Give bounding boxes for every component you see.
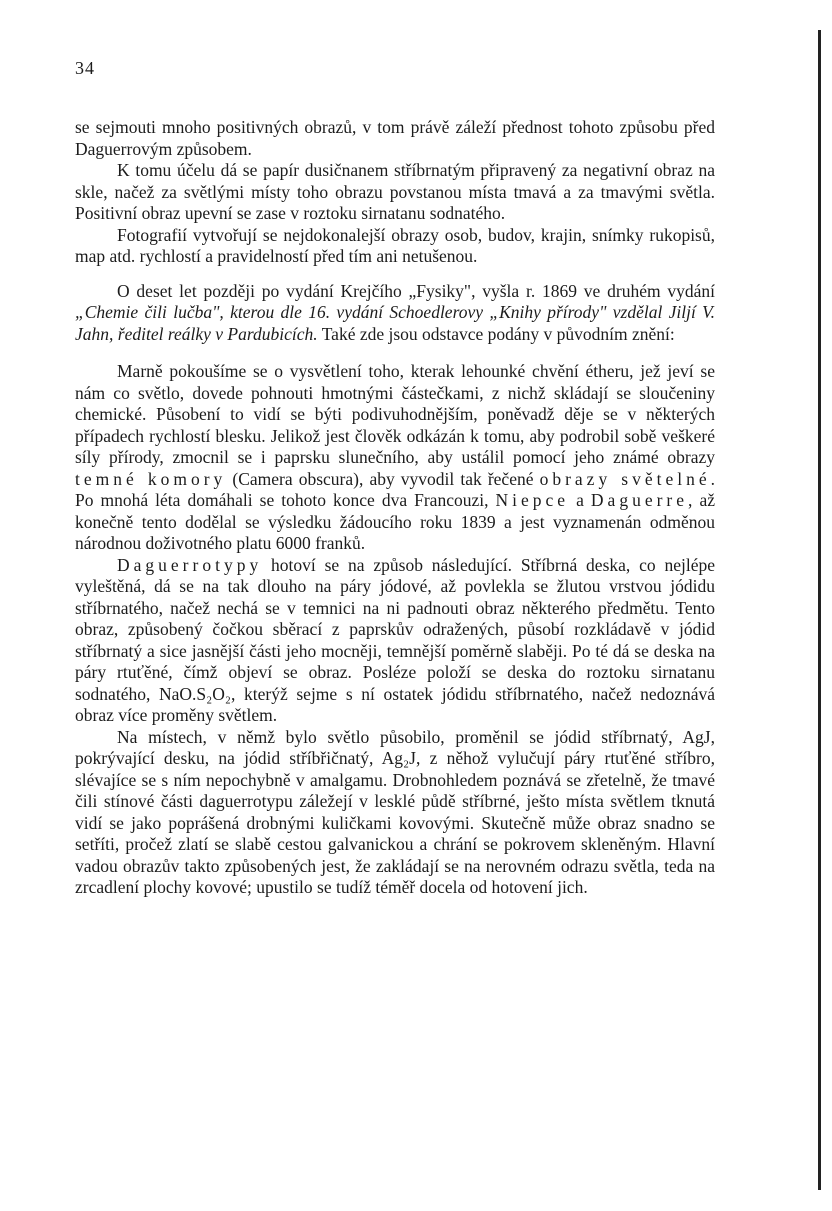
- quote-text: , až konečně tento dodělal se výsledku žádoucího roku 1839 a jest vyznamenán odměnou národnou doživotného platu 6000 franků.: [75, 490, 715, 553]
- spaced-name-daguerre: Daguerre: [590, 490, 689, 510]
- intro-tail: Také zde jsou odstavce podány v původním znění:: [317, 323, 675, 344]
- chemical-formula: AgJ: [682, 726, 711, 747]
- quote-text: a: [569, 490, 591, 510]
- spaced-name-niepce: Niepce: [495, 490, 570, 510]
- paragraph-continuation: se sejmouti mnoho positivných obrazů, v tom právě záleží přednost tohoto způsobu před Daguerrovým způsobem.: [75, 117, 715, 159]
- paragraph-negative-print: K tomu účelu dá se papír dusičnanem stříbrnatým připravený za negativní obraz na skle, načež za světlými místy toho obrazu povstanou místa tmavá a za tmavými světla. Positivní obraz upevní se zase v roztoku sirnatanu sodnatého.: [75, 160, 715, 223]
- quote-text: , z něhož vylučují páry rtuťěné stříbro, slévajíce se s ním nepochybně v amalgamu. Drobnohledem poznává se zřetelně, že tmavé čili stínové části daguerrotypu záležejí v lesklé půdě stříbrné, ješto místa světlem tknutá vidí se jako poprášená drobnými kuličkami kovovými. Skutečně může obraz snadno se setříti, pročež zlatí se slabě cestou galvanickou a chrání se pokrovem skleněným. Hlavní vadou obrazův takto způsobených jest, že zakládají se na nerovném odrazu světla, teda na zrcadlení plochy kovové; upustilo se tudíž téměř docela od hotovení jich.: [75, 748, 715, 897]
- quote-text: hotoví se na způsob následující. Stříbrná deska, co nejlépe vyleštěná, dá se na tak dlouho na páry jódové, až povlekla se žlutou vrstvou jódidu stříbrnatého, načež nechá se v temnici na ni padnouti obraz některého předmětu. Tento obraz, způsobený čočkou sběrací z paprskův odražených, působí rozkládavě v jódid stříbrnatý a sice jasnější části jeho mocněji, temnější poměrně slaběji. Po té dá se deska na páry rtuťěné, čímž objeví se obraz. Posléze položí se deska do roztoku sirnatanu sodnatého,: [75, 554, 715, 704]
- quote-paragraph-2: [75, 555, 715, 727]
- quote-paragraph-1: [75, 361, 715, 555]
- quote-text: Marně pokoušíme se o vysvětlení toho, kterak lehounké chvění étheru, jež jeví se nám co světlo, dovede pohnouti hmotnými částečkami, z nichž skládají se sloučeniny chemické. Působení to vidí se býti podivuhodnějším, poněvadž děje se v některých případech rychlostí blesku. Jelikož jest člověk odkázán k tomu, aby podrobil sobě veškeré síly přírody, zmocnil se i paprsku slunečního, aby ustálil pomocí jeho známé obrazy: [75, 361, 715, 467]
- quote-text: (Camera obscura), aby vyvodil tak řečené: [226, 468, 540, 489]
- quote-text: . Po mnohá léta domáhali se tohoto konce dva Francouzi,: [75, 468, 715, 510]
- spaced-term-daguerrotypy: Daguerrotypy: [117, 554, 263, 575]
- spaced-term-temne-komory: temné komory: [75, 468, 227, 489]
- page-body: [75, 117, 715, 899]
- paragraph-photography: Fotografií vytvořují se nejdokonalejší obrazy osob, budov, krajin, snímky rukopisů, map atd. rychlostí a pravidelností před tím ani netušenou.: [75, 224, 715, 266]
- paragraph-intro: [75, 281, 715, 346]
- intro-title: „Chemie čili lučba", kterou dle 16. vydání Schoedlerovy „Knihy přírody" vzdělal Jiljí V. Jahn, ředitel reálky v Pardubicích.: [75, 302, 715, 344]
- chemical-formula: NaO.S₂O₂: [158, 683, 231, 704]
- chemical-formula: Ag₂J: [381, 748, 416, 768]
- quote-text: , pokrývající desku, na jódid stříbřičnatý,: [75, 726, 715, 768]
- intro-lead: O deset let později po vydání Krejčího „Fysiky", vyšla r. 1869 ve druhém vydání: [117, 280, 715, 301]
- quote-text: , kterýž sejme s ní ostatek jódidu stříbrnatého, načež nedoznává obraz více proměny světlem.: [75, 683, 715, 725]
- quote-text: Na místech, v němž bylo světlo působilo, proměnil se jódid stříbrnatý,: [117, 726, 683, 747]
- spaced-term-obrazy-svetelne: obrazy světelné: [539, 468, 711, 489]
- quote-paragraph-3: [75, 727, 715, 899]
- page-number: 34: [75, 58, 95, 78]
- page-edge-mark: [818, 30, 821, 1190]
